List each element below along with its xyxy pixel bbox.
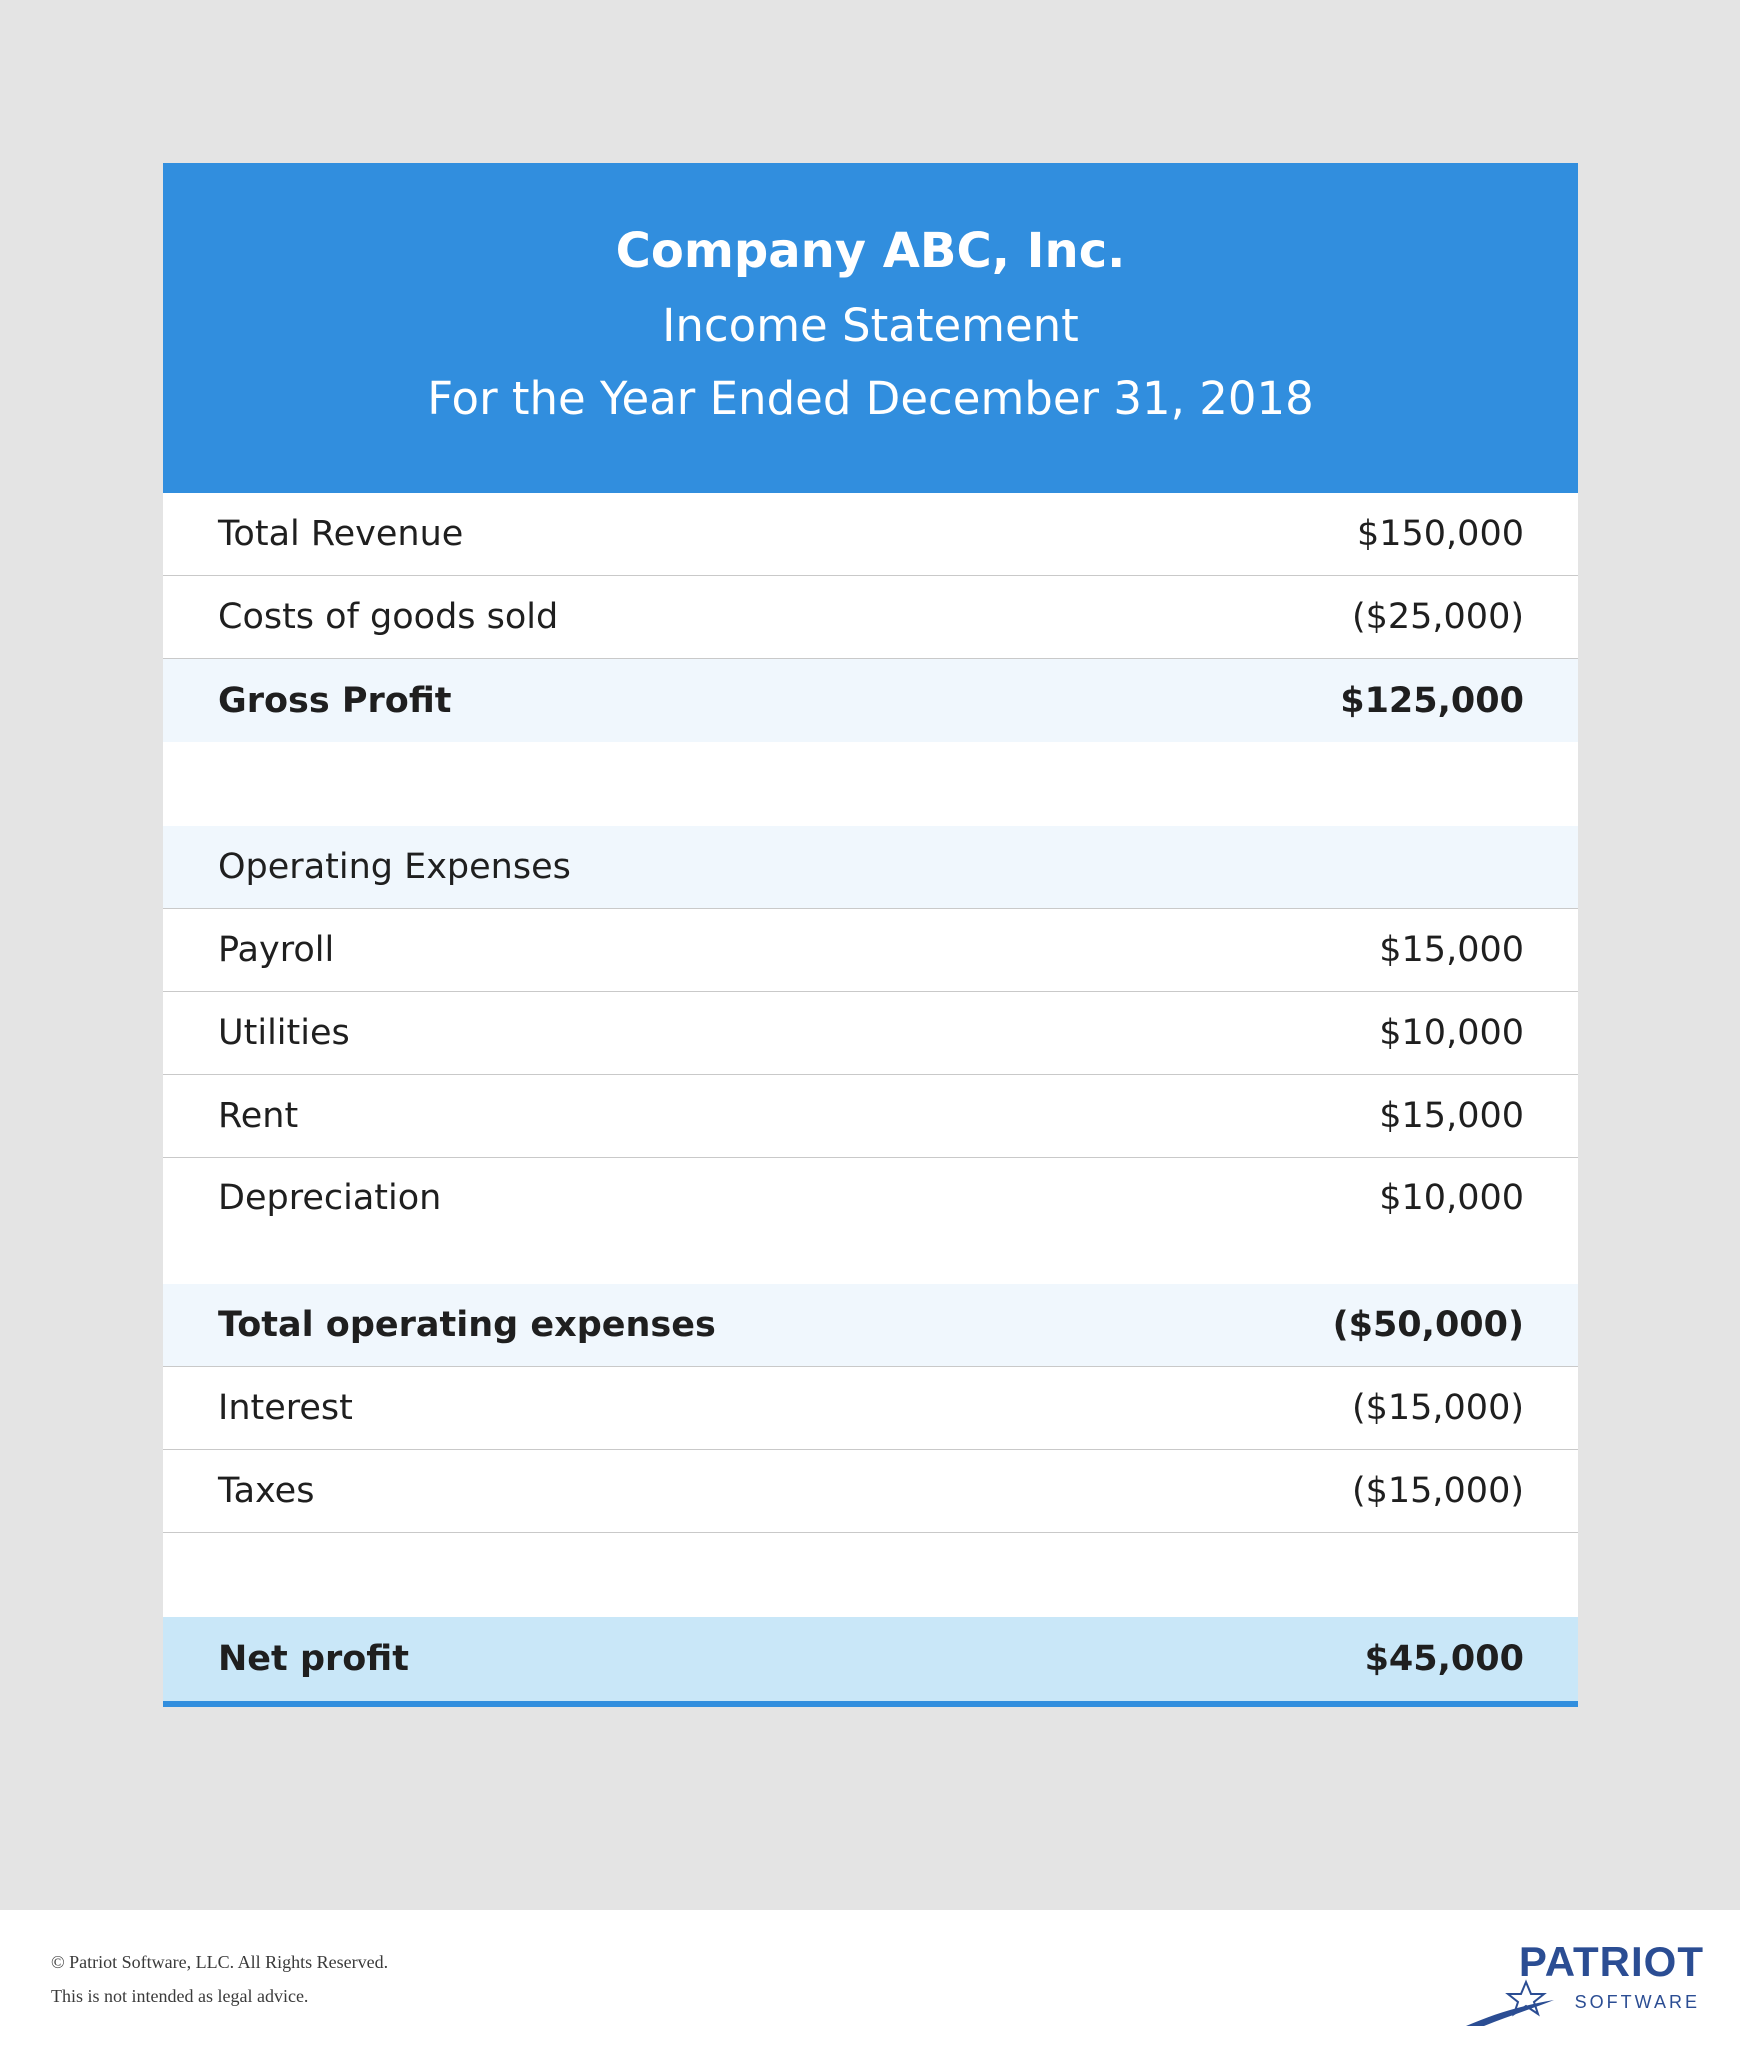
row-value: $45,000 <box>1364 1639 1524 1679</box>
row-value: $125,000 <box>1340 680 1524 721</box>
statement-period: For the Year Ended December 31, 2018 <box>427 372 1314 425</box>
row-label: Utilities <box>218 1013 350 1053</box>
row-cost-of-goods-sold <box>163 576 1578 659</box>
footer <box>0 1910 1740 2050</box>
disclaimer-text: This is not intended as legal advice. <box>51 1986 309 2006</box>
logo-subtitle: SOFTWARE <box>1574 1992 1700 2012</box>
row-label: Net profit <box>218 1639 409 1679</box>
row-value: ($15,000) <box>1351 1388 1524 1428</box>
row-interest <box>163 1367 1578 1450</box>
row-label: Depreciation <box>218 1178 442 1218</box>
row-label: Costs of goods sold <box>218 597 559 637</box>
logo-wordmark: PATRIOT <box>1518 1938 1704 1985</box>
statement-header <box>163 163 1578 493</box>
section-heading: Operating Expenses <box>218 847 571 887</box>
row-value: $10,000 <box>1379 1178 1524 1218</box>
row-label: Rent <box>218 1096 299 1136</box>
row-total-revenue <box>163 493 1578 576</box>
row-label: Payroll <box>218 930 335 970</box>
row-total-operating-expenses <box>163 1284 1578 1367</box>
row-label: Total operating expenses <box>218 1305 716 1345</box>
row-operating-expenses-heading <box>163 826 1578 909</box>
spacer <box>163 1533 1578 1617</box>
income-statement <box>163 163 1578 1707</box>
company-name: Company ABC, Inc. <box>615 223 1126 279</box>
patriot-software-logo <box>1464 1938 1704 2028</box>
copyright-text: © Patriot Software, LLC. All Rights Reserved. <box>51 1952 389 1972</box>
row-value: ($25,000) <box>1351 597 1524 637</box>
row-label: Taxes <box>218 1471 315 1511</box>
row-value: ($50,000) <box>1332 1305 1524 1345</box>
row-label: Total Revenue <box>218 514 464 554</box>
row-utilities <box>163 992 1578 1075</box>
row-gross-profit <box>163 659 1578 742</box>
statement-title: Income Statement <box>662 299 1079 352</box>
row-label: Interest <box>218 1388 353 1428</box>
row-value: $15,000 <box>1379 930 1524 970</box>
row-taxes <box>163 1450 1578 1533</box>
spacer <box>163 742 1578 826</box>
row-label: Gross Profit <box>218 680 452 721</box>
row-payroll <box>163 909 1578 992</box>
row-depreciation <box>163 1158 1578 1284</box>
row-net-profit <box>163 1617 1578 1701</box>
row-value: $15,000 <box>1379 1096 1524 1136</box>
row-value: ($15,000) <box>1351 1471 1524 1511</box>
row-value: $150,000 <box>1356 514 1524 554</box>
row-rent <box>163 1075 1578 1158</box>
row-value: $10,000 <box>1379 1013 1524 1053</box>
